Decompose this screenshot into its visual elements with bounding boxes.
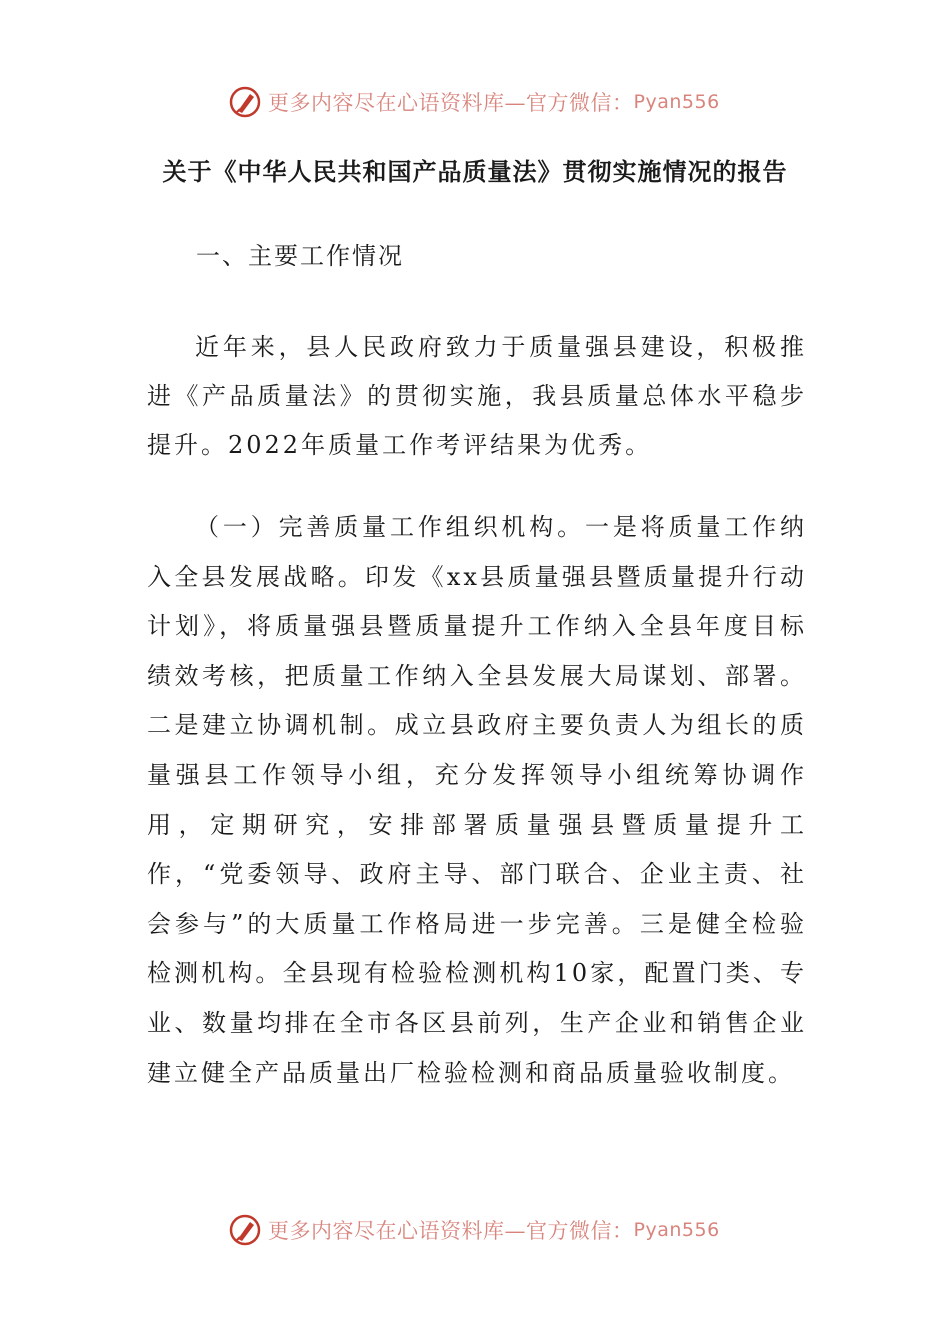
- pen-nib-logo-icon: [228, 1213, 262, 1247]
- document-title: 关于《中华人民共和国产品质量法》贯彻实施情况的报告: [162, 157, 788, 186]
- watermark-text: 更多内容尽在心语资料库—官方微信：: [268, 1219, 634, 1243]
- watermark-handle: Pyan556: [633, 91, 720, 113]
- pen-nib-logo-icon: [228, 85, 262, 119]
- paragraph-intro: 近年来，县人民政府致力于质量强县建设，积极推进《产品质量法》的贯彻实施，我县质量总体水平稳步提升。2022年质量工作考评结果为优秀。: [147, 333, 807, 459]
- footer-watermark: [228, 1210, 720, 1250]
- watermark-text: 更多内容尽在心语资料库—官方微信：: [268, 91, 634, 115]
- paragraph-organization: （一）完善质量工作组织机构。一是将质量工作纳入全县发展战略。印发《xx县质量强县暨质量提升行动计划》，将质量强县暨质量提升工作纳入全县年度目标绩效考核，把质量工作纳入全县发展大局谋划、部署。二是建立协调机制。成立县政府主要负责人为组长的质量强县工作领导小组，充分发挥领导小组统筹协调作用，定期研究，安排部署质量强县暨质量提升工作，“党委领导、政府主导、部门联合、企业主责、社会参与”的大质量工作格局进一步完善。三是健全检验检测机构。全县现有检验检测机构10家，配置门类、专业、数量均排在全市各区县前列，生产企业和销售企业建立健全产品质量出厂检验检测和商品质量验收制度。: [147, 513, 807, 1087]
- watermark-handle: Pyan556: [633, 1219, 720, 1241]
- section-heading: 一、主要工作情况: [196, 242, 404, 270]
- header-watermark: [228, 82, 720, 122]
